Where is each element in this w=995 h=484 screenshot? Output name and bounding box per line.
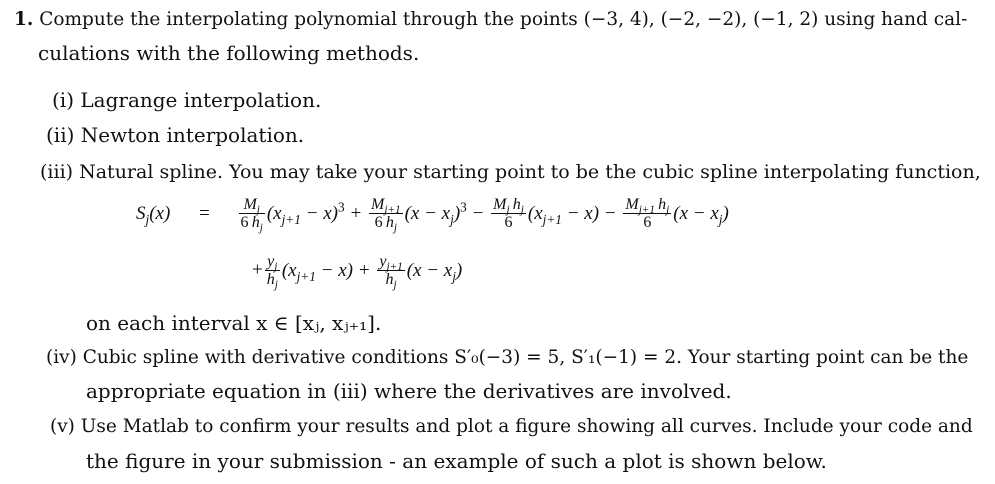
item-text: Newton interpolation.	[80, 123, 305, 147]
fraction: $\frac{M_j h_j}{6}$	[493, 196, 524, 231]
item-iv-line1	[46, 346, 968, 370]
item-i	[52, 88, 321, 112]
item-text: Lagrange interpolation.	[80, 88, 322, 112]
item-v-line2	[86, 449, 827, 473]
item-iv-line2	[86, 379, 732, 403]
item-ii	[46, 123, 304, 147]
item-label: (i)	[52, 88, 75, 112]
item-v-line1	[50, 415, 973, 439]
problem-intro-line2: culations with the following methods.	[38, 41, 420, 65]
item-label: (v)	[50, 416, 75, 437]
interval-text: on each interval x ∈ [xⱼ, xⱼ₊₁].	[86, 311, 382, 335]
problem-number: 1.	[14, 9, 34, 30]
spline-equation-line2: + $\frac{y_j}{h_j}$ $(x_{j+1} - x)$ + $\frac{y_{j+1}}{h_j}$ $(x - x_j)$	[252, 253, 463, 292]
fraction: $\frac{M_{j+1} h_j}{6}$	[625, 196, 670, 231]
item-text: Natural spline. You may take your starting point to be the cubic spline interpolating function,	[79, 161, 981, 183]
item-text: Use Matlab to confirm your results and plot a figure showing all curves. Include your code and	[80, 416, 973, 437]
problem-line-1	[14, 8, 967, 32]
item-text: the figure in your submission - an example of such a plot is shown below.	[86, 449, 827, 473]
problem-line-2	[38, 41, 419, 65]
spline-equation-line1: $S_j(x)$ = $\frac{M_j}{6 h_j}$ $(x_{j+1} - x)^3$ + $\frac{M_{j+1}}{6 h_j}$ $(x - x_j)^3$ − $\frac{M_j h_j}{6}$ $(x_{j+1} - x)$ − $\frac{M_{j+1} h_j}{6}$ $(x - x_j)$	[136, 196, 729, 235]
fraction: $\frac{M_j}{6 h_j}$	[240, 196, 263, 235]
fraction: $\frac{y_j}{h_j}$	[266, 253, 278, 292]
item-label: (iii)	[40, 161, 74, 183]
item-iii	[40, 160, 981, 184]
fraction: $\frac{y_{j+1}}{h_j}$	[379, 253, 403, 292]
fraction: $\frac{M_{j+1}}{6 h_j}$	[371, 196, 401, 235]
item-label: (ii)	[46, 123, 75, 147]
problem-intro-line1: Compute the interpolating polynomial through the points (−3, 4), (−2, −2), (−1, 2) using hand cal-	[39, 9, 968, 30]
item-label: (iv)	[46, 347, 77, 368]
item-text: appropriate equation in (iii) where the derivatives are involved.	[86, 379, 732, 403]
item-text: Cubic spline with derivative conditions S′₀(−3) = 5, S′₁(−1) = 2. Your starting point can be the	[82, 347, 969, 368]
